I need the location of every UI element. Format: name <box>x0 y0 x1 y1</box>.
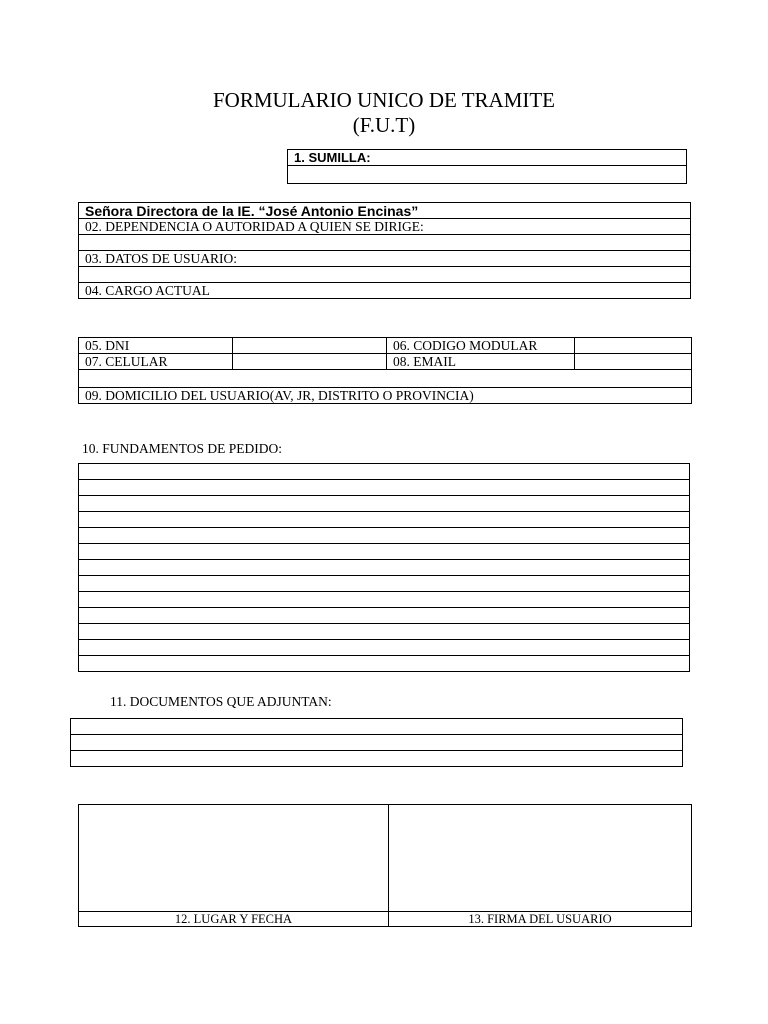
fundamentos-line[interactable] <box>79 512 690 528</box>
sumilla-table <box>287 149 687 184</box>
sumilla-label: 1. SUMILLA: <box>288 150 687 166</box>
fundamentos-line[interactable] <box>79 464 690 480</box>
fundamentos-line[interactable] <box>79 496 690 512</box>
fundamentos-line[interactable] <box>79 640 690 656</box>
codigo-modular-label: 06. CODIGO MODULAR <box>387 338 575 354</box>
addressee-heading: Señora Directora de la IE. “José Antonio Encinas” <box>79 203 691 219</box>
fundamentos-line[interactable] <box>79 592 690 608</box>
documentos-line[interactable] <box>71 751 683 767</box>
datos-usuario-label: 03. DATOS DE USUARIO: <box>79 251 691 267</box>
firma-field[interactable] <box>389 805 692 912</box>
fundamentos-line[interactable] <box>79 608 690 624</box>
dependencia-label: 02. DEPENDENCIA O AUTORIDAD A QUIEN SE DIRIGE: <box>79 219 691 235</box>
fundamentos-table <box>78 463 690 672</box>
contact-table <box>78 337 692 404</box>
documentos-label: 11. DOCUMENTOS QUE ADJUNTAN: <box>110 694 332 709</box>
firma-usuario-label: 13. FIRMA DEL USUARIO <box>389 912 692 927</box>
addressee-table <box>78 202 691 299</box>
fundamentos-line[interactable] <box>79 576 690 592</box>
dni-label: 05. DNI <box>79 338 233 354</box>
datos-usuario-field[interactable] <box>79 267 691 283</box>
fundamentos-label: 10. FUNDAMENTOS DE PEDIDO: <box>82 441 283 456</box>
fundamentos-line[interactable] <box>79 528 690 544</box>
email-field[interactable] <box>575 354 692 370</box>
dni-field[interactable] <box>233 338 387 354</box>
sumilla-field[interactable] <box>288 166 687 184</box>
celular-label: 07. CELULAR <box>79 354 233 370</box>
form-subtitle: (F.U.T) <box>352 113 416 137</box>
fundamentos-line[interactable] <box>79 560 690 576</box>
codigo-modular-field[interactable] <box>575 338 692 354</box>
lugar-fecha-label: 12. LUGAR Y FECHA <box>79 912 389 927</box>
documentos-line[interactable] <box>71 735 683 751</box>
documentos-line[interactable] <box>71 719 683 735</box>
celular-field[interactable] <box>233 354 387 370</box>
fundamentos-line[interactable] <box>79 624 690 640</box>
form-title: FORMULARIO UNICO DE TRAMITE <box>212 88 556 112</box>
email-label: 08. EMAIL <box>387 354 575 370</box>
domicilio-field[interactable] <box>79 370 692 388</box>
signature-table <box>78 804 692 927</box>
domicilio-label: 09. DOMICILIO DEL USUARIO(AV, JR, DISTRITO O PROVINCIA) <box>79 388 692 404</box>
fundamentos-line[interactable] <box>79 656 690 672</box>
dependencia-field[interactable] <box>79 235 691 251</box>
documentos-table <box>70 718 683 767</box>
lugar-fecha-field[interactable] <box>79 805 389 912</box>
fundamentos-line[interactable] <box>79 480 690 496</box>
cargo-actual-label: 04. CARGO ACTUAL <box>79 283 691 299</box>
fundamentos-line[interactable] <box>79 544 690 560</box>
